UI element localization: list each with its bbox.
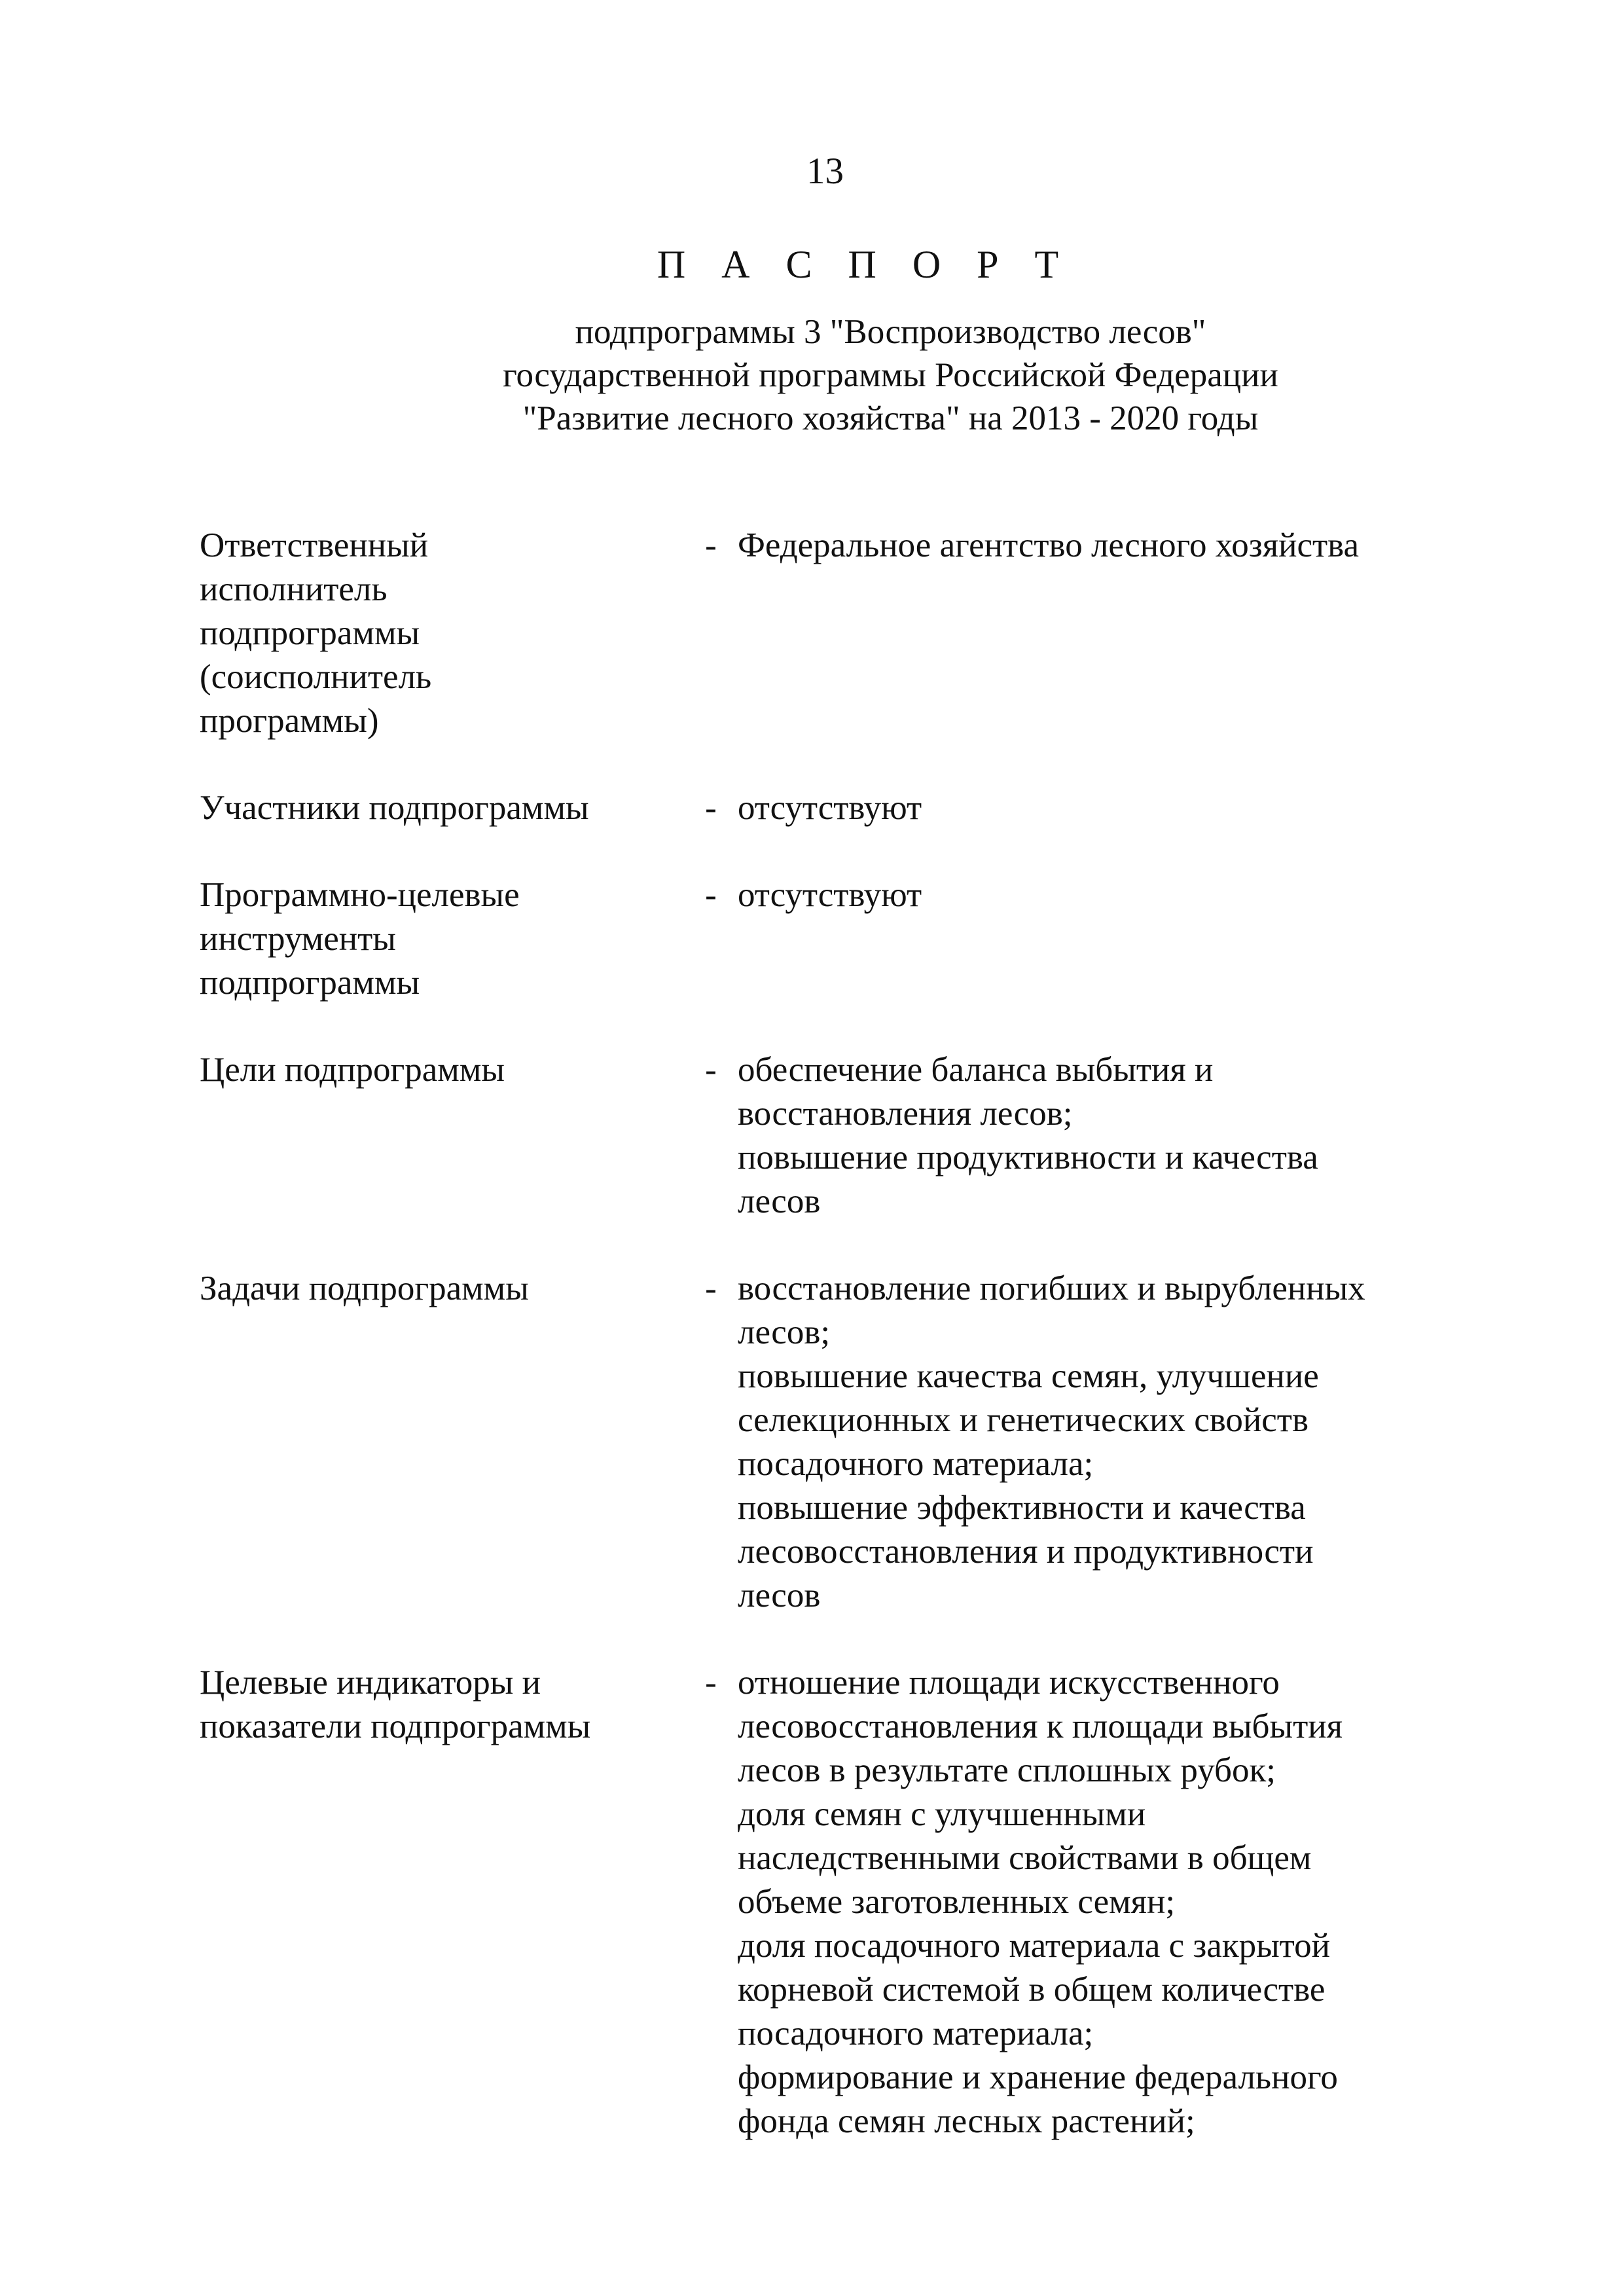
value-line: фонда семян лесных растений; bbox=[738, 2102, 1195, 2140]
row-dash: - bbox=[705, 789, 717, 827]
row-dash: - bbox=[705, 876, 717, 914]
value-line: Федеральное агентство лесного хозяйства bbox=[738, 526, 1359, 564]
value-line: лесовосстановления к площади выбытия bbox=[738, 1707, 1343, 1745]
value-line: повышение продуктивности и качества bbox=[738, 1139, 1318, 1176]
value-line: лесовосстановления и продуктивности bbox=[738, 1533, 1314, 1571]
row-dash: - bbox=[705, 1269, 717, 1307]
passport-row-goals bbox=[200, 1048, 1496, 1224]
value-line: повышение эффективности и качества bbox=[738, 1489, 1306, 1527]
row-value bbox=[738, 1048, 1471, 1224]
passport-table bbox=[200, 524, 1496, 2187]
passport-row-indicators bbox=[200, 1661, 1496, 2143]
value-line: восстановления лесов; bbox=[738, 1095, 1073, 1133]
value-line: доля посадочного материала с закрытой bbox=[738, 1927, 1331, 1965]
row-label: Программно-целевые инструменты подпрограммы bbox=[200, 876, 520, 1002]
passport-row-responsible bbox=[200, 524, 1496, 743]
row-value bbox=[738, 524, 1471, 743]
page-number: 13 bbox=[806, 151, 844, 192]
value-line: селекционных и генетических свойств bbox=[738, 1401, 1308, 1439]
row-value bbox=[738, 1267, 1471, 1618]
value-line: отношение площади искусственного bbox=[738, 1664, 1280, 1702]
value-line: обеспечение баланса выбытия и bbox=[738, 1051, 1214, 1089]
value-line: объеме заготовленных семян; bbox=[738, 1883, 1176, 1921]
row-label: Целевые индикаторы и показатели подпрограммы bbox=[200, 1664, 591, 1745]
document-title: П А С П О Р Т bbox=[657, 243, 1072, 286]
row-label: Задачи подпрограммы bbox=[200, 1269, 529, 1307]
value-line: доля семян с улучшенными bbox=[738, 1795, 1146, 1833]
subtitle-line: "Развитие лесного хозяйства" на 2013 - 2020 годы bbox=[522, 399, 1259, 437]
value-line: восстановление погибших и вырубленных bbox=[738, 1269, 1365, 1307]
row-value bbox=[738, 786, 1471, 830]
row-label: Цели подпрограммы bbox=[200, 1051, 505, 1089]
row-value bbox=[738, 873, 1471, 1005]
value-line: лесов; bbox=[738, 1313, 831, 1351]
value-line: лесов bbox=[738, 1182, 821, 1220]
document-subtitle bbox=[79, 310, 1624, 440]
row-label: Ответственный исполнитель подпрограммы (соисполнитель программы) bbox=[200, 526, 432, 740]
value-line: формирование и хранение федерального bbox=[738, 2058, 1338, 2096]
value-line: лесов bbox=[738, 1576, 821, 1614]
value-line: корневой системой в общем количестве bbox=[738, 1971, 1326, 2009]
subtitle-line: подпрограммы 3 "Воспроизводство лесов" bbox=[575, 313, 1206, 351]
row-dash: - bbox=[705, 526, 717, 564]
passport-row-tasks bbox=[200, 1267, 1496, 1618]
row-value bbox=[738, 1661, 1471, 2143]
row-dash: - bbox=[705, 1051, 717, 1089]
value-line: отсутствуют bbox=[738, 789, 922, 827]
row-label: Участники подпрограммы bbox=[200, 789, 589, 827]
value-line: посадочного материала; bbox=[738, 1445, 1094, 1483]
row-dash: - bbox=[705, 1664, 717, 1702]
passport-row-instruments bbox=[200, 873, 1496, 1005]
passport-row-participants bbox=[200, 786, 1496, 830]
value-line: посадочного материала; bbox=[738, 2014, 1094, 2052]
value-line: повышение качества семян, улучшение bbox=[738, 1357, 1319, 1395]
subtitle-line: государственной программы Российской Федерации bbox=[503, 356, 1278, 394]
value-line: отсутствуют bbox=[738, 876, 922, 914]
value-line: наследственными свойствами в общем bbox=[738, 1839, 1312, 1877]
value-line: лесов в результате сплошных рубок; bbox=[738, 1751, 1276, 1789]
